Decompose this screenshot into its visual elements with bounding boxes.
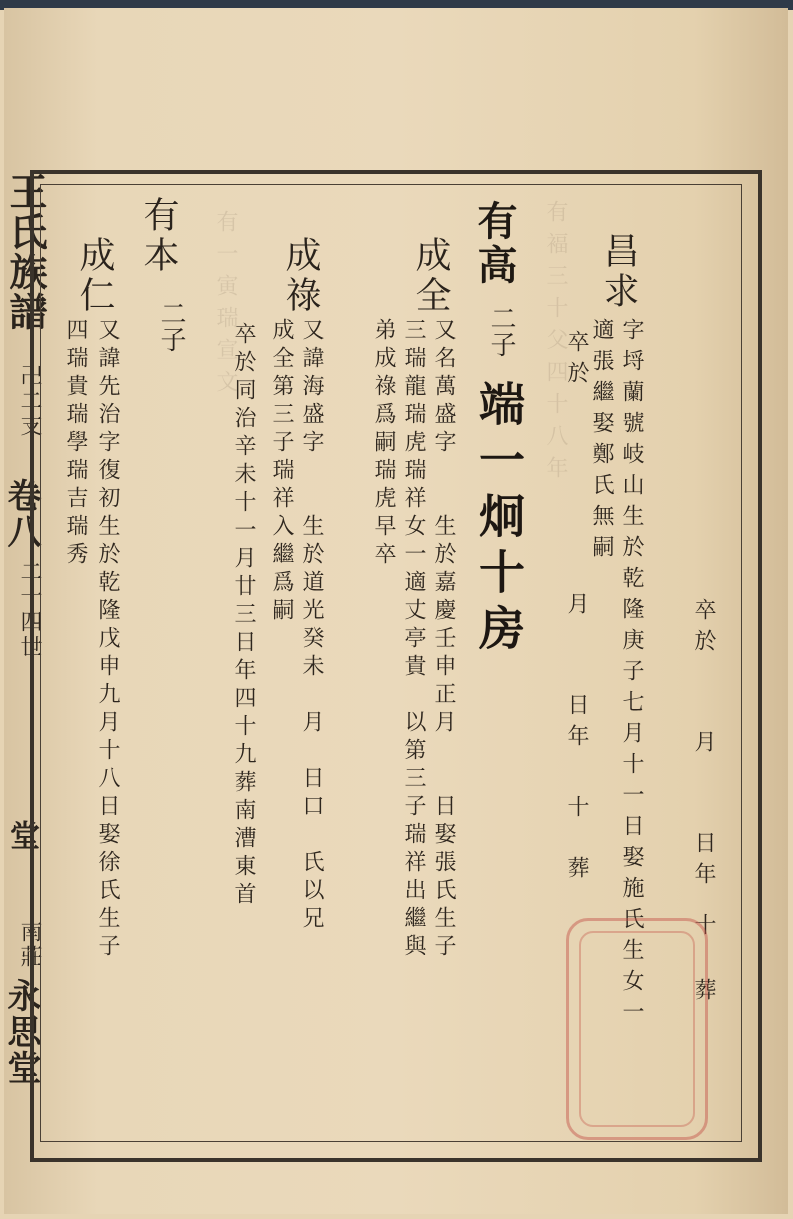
changqiu-biography-line2: 適張繼娶鄭氏無嗣 (589, 318, 614, 566)
person-name-chengquan: 成全 (410, 236, 451, 316)
hall-name: 永思堂 (1, 978, 41, 1086)
burial-label: 葬 (691, 978, 716, 1009)
book-title: 王氏族譜 (3, 172, 48, 332)
chenglu-death-line: 卒於同治辛未十一月廿三日年四十九葬南漕東首 (231, 322, 256, 910)
person-name-yougao: 有高 (471, 200, 518, 288)
death-day-age: 日年 (691, 831, 716, 893)
yougao-sons-count: 二子 (486, 305, 516, 357)
chengren-biography-line1: 又諱先治字復初生於乾隆戊申九月十八日娶徐氏生子 (95, 318, 120, 962)
youben-sons-count: 二子 (156, 300, 186, 352)
person-name-chenglu: 成祿 (280, 236, 321, 316)
changqiu-death-line: 卒於月日年十葬 (564, 330, 589, 887)
chenglu-biography-line2: 成全第三子瑞祥入繼爲嗣 (269, 318, 294, 626)
person-name-changqiu: 昌求 (598, 232, 639, 312)
fold-mark: 堂 (4, 820, 39, 852)
death-age-ten: 十 (691, 913, 716, 944)
chenglu-biography-line1: 又諱海盛字 生於道光癸未 月 日口 氏以兄 (299, 318, 324, 934)
branch-label: 卍二支 (17, 364, 42, 439)
death-prefix: 卒於 (691, 598, 716, 660)
chengquan-biography-line2: 三瑞龍瑞虎瑞祥女一適丈亭貴 以第三子瑞祥出繼與 (401, 318, 426, 962)
chengquan-biography-line3: 弟成祿爲嗣瑞虎早卒 (371, 318, 396, 570)
chengquan-biography-line1: 又名萬盛字 生於嘉慶壬申正月 日娶張氏生子 (431, 318, 456, 962)
chengren-sons-line: 四瑞貴瑞學瑞吉瑞秀 (63, 318, 88, 570)
location-label: 南莊 (17, 920, 42, 970)
generation-label: 二十四世 (17, 560, 42, 660)
bleed-through-texture: 有褔三十父四十八年 (543, 200, 568, 488)
volume-label: 卷八 (1, 478, 41, 550)
branch-heading: 端一炯十房 (472, 380, 526, 660)
death-month: 月 (691, 730, 716, 761)
red-seal-stamp (566, 918, 708, 1140)
person-name-chengren: 成仁 (74, 236, 115, 316)
bleed-through-texture: 有一寅瑞宣文 (213, 210, 238, 402)
changqiu-biography-line1: 字埒蘭號岐山生於乾隆庚子七月十一日娶施氏生女一 (619, 318, 644, 1031)
person-name-youben: 有本 (138, 196, 179, 276)
